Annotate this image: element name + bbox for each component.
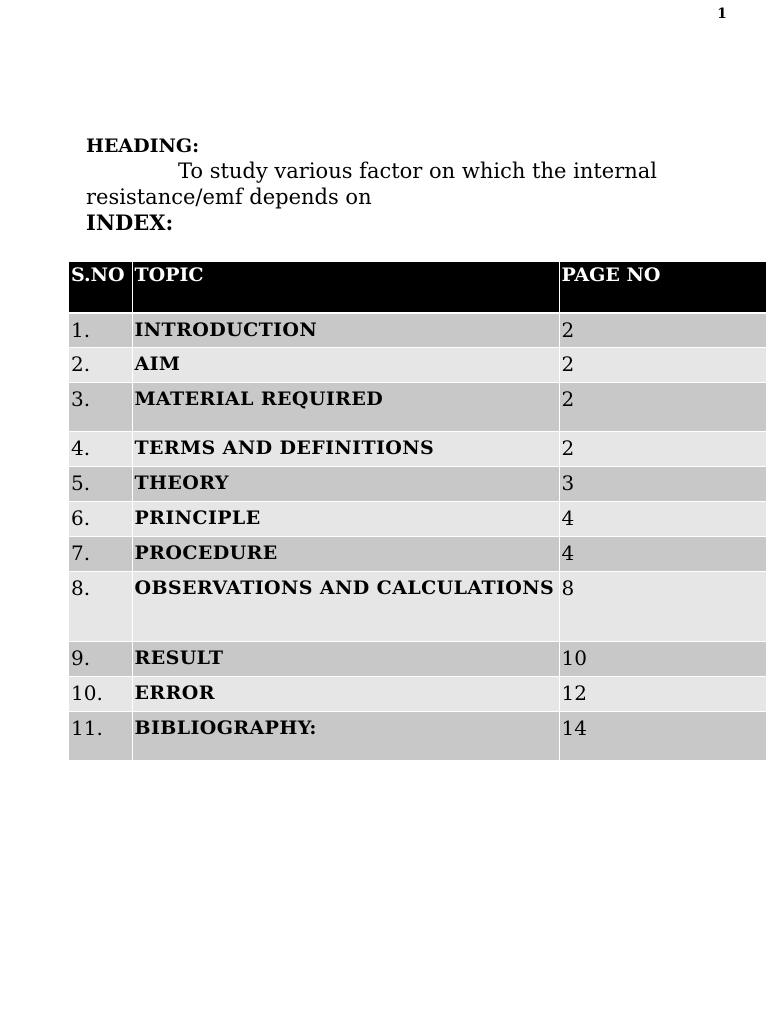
row-topic: AIM <box>132 347 559 382</box>
row-sno: 4. <box>69 431 132 466</box>
table-row <box>69 382 766 431</box>
row-page: 2 <box>559 347 766 382</box>
row-page: 4 <box>559 501 766 536</box>
table-row <box>69 431 766 466</box>
row-page: 2 <box>559 382 766 431</box>
row-sno: 8. <box>69 571 132 641</box>
row-topic: BIBLIOGRAPHY: <box>132 711 559 760</box>
row-topic: MATERIAL REQUIRED <box>132 382 559 431</box>
row-topic: THEORY <box>132 466 559 501</box>
row-sno: 9. <box>69 641 132 676</box>
table-row <box>69 536 766 571</box>
row-sno: 2. <box>69 347 132 382</box>
header-topic: TOPIC <box>132 262 559 313</box>
row-topic: PROCEDURE <box>132 536 559 571</box>
row-topic: RESULT <box>132 641 559 676</box>
table-header-row <box>69 262 766 313</box>
row-page: 10 <box>559 641 766 676</box>
row-page: 2 <box>559 431 766 466</box>
row-page: 3 <box>559 466 766 501</box>
index-label: INDEX: <box>86 210 174 235</box>
table-row <box>69 501 766 536</box>
table-row <box>69 711 766 760</box>
row-page: 14 <box>559 711 766 760</box>
table-row <box>69 676 766 711</box>
row-topic: TERMS AND DEFINITIONS <box>132 431 559 466</box>
header-sno: S.NO <box>69 262 132 313</box>
row-topic: OBSERVATIONS AND CALCULATIONS <box>132 571 559 641</box>
row-topic: PRINCIPLE <box>132 501 559 536</box>
table-row <box>69 347 766 382</box>
table-row <box>69 313 766 347</box>
page-number: 1 <box>717 6 727 22</box>
header-page-no: PAGE NO <box>559 262 766 313</box>
row-sno: 10. <box>69 676 132 711</box>
row-sno: 7. <box>69 536 132 571</box>
table-row <box>69 466 766 501</box>
row-topic: INTRODUCTION <box>132 313 559 347</box>
row-sno: 11. <box>69 711 132 760</box>
row-page: 8 <box>559 571 766 641</box>
row-sno: 1. <box>69 313 132 347</box>
table-row <box>69 641 766 676</box>
row-sno: 3. <box>69 382 132 431</box>
row-page: 4 <box>559 536 766 571</box>
index-table <box>69 262 767 760</box>
row-page: 2 <box>559 313 766 347</box>
table-row <box>69 571 766 641</box>
heading-text: To study various factor on which the internal resistance/emf depends on <box>86 159 658 209</box>
row-page: 12 <box>559 676 766 711</box>
row-sno: 5. <box>69 466 132 501</box>
heading-label: HEADING: <box>86 135 200 157</box>
row-sno: 6. <box>69 501 132 536</box>
row-topic: ERROR <box>132 676 559 711</box>
